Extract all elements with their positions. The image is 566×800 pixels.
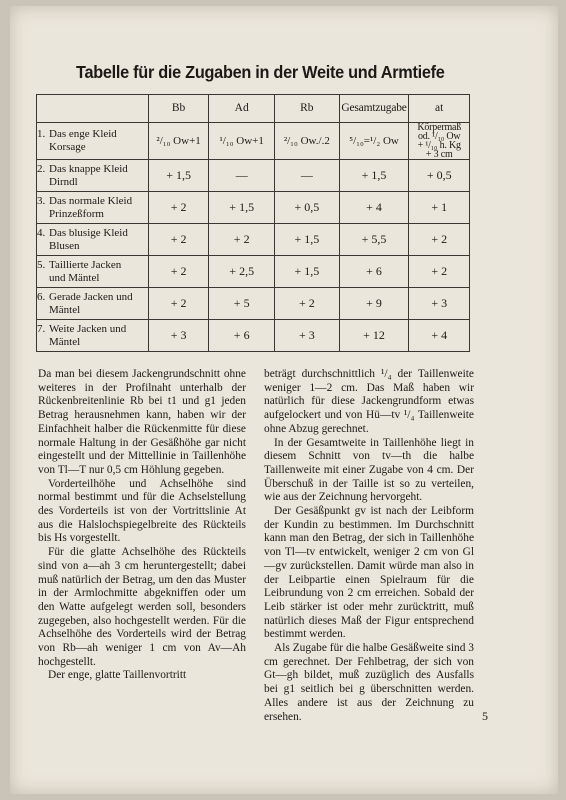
cell-gesamtzugabe: + 9 xyxy=(339,288,409,320)
cell-gesamtzugabe: + 6 xyxy=(339,256,409,288)
cell-at-line2: od. ¹/₁₀ Ow xyxy=(417,131,461,142)
cell-bb: + 3 xyxy=(148,320,209,352)
paragraph: Vorderteilhöhe und Achselhöhe sind normal bestimmt und für die Achselstellung des Vorderteils ist von der Vortrittslinie At aus die Halslochspiegelbreite des Rückteils bis Hs vorgestellt. xyxy=(38,477,246,545)
table-header-row xyxy=(37,95,470,123)
row-label xyxy=(37,256,149,288)
row-number: 1. xyxy=(37,128,46,140)
row-label-line1: Taillierte Jacken xyxy=(49,258,122,271)
row-number: 6. xyxy=(37,290,46,303)
cell-bb: + 2 xyxy=(148,288,209,320)
cell-gesamtzugabe: + 1,5 xyxy=(339,160,409,192)
row-label xyxy=(37,288,149,320)
row-label-line1: Das blusige Kleid xyxy=(49,226,128,239)
cell-bb: + 1,5 xyxy=(148,160,209,192)
cell-bb: + 2 xyxy=(148,256,209,288)
row-number: 2. xyxy=(37,162,46,175)
cell-bb: + 2 xyxy=(148,192,209,224)
row-label xyxy=(37,192,149,224)
cell-rb: + 3 xyxy=(275,320,340,352)
row-label-line2: Mäntel xyxy=(49,335,81,348)
paragraph: Der Gesäßpunkt gv ist nach der Leibform der Kundin zu bestimmen. Im Durchschnitt kann man den Betrag, der sich in Taillenhöhe von Tl—tv entwickelt, weniger 2 cm von Gl—gv zurückstellen. Damit würde man also in der Leibpartie einen Spielraum für die Leibrundung von 2 cm erreichen. Sobald der Leib stärker ist oder mehr zurücktritt, muß natürlich dieses Maß der Figur entsprechend bestimmt werden. xyxy=(264,505,474,641)
row-number: 7. xyxy=(37,322,46,335)
cell-rb: — xyxy=(275,160,340,192)
row-label xyxy=(37,320,149,352)
row-label-line2: Blusen xyxy=(49,239,80,252)
paragraph: In der Gesamtweite in Taillenhöhe liegt in diesem Schnitt von tv—th die halbe Taillenweite mit einer Zugabe von 4 cm. Der Überschuß in der Taille ist so zu verteilen, wie aus der Zeichnung hervorgeht. xyxy=(264,436,474,504)
paragraph: beträgt durchschnittlich ¹/₄ der Taillenweite weniger 1—2 cm. Das Maß haben wir natürlich für diese Jackengrundform etwas aufgelockert und von Hü—tv ¹/₄ Taillenweite ohne Abzug gerechnet. xyxy=(264,368,474,435)
paragraph: Für die glatte Achselhöhe des Rückteils sind von a—ah 3 cm heruntergestellt; dabei muß natürlich der Betrag, um den das Muster in der Armlochmitte abgekniffen oder um den Watte aufgelegt werden soll, besonders zugegeben, also hochgestellt werden. Für die Achselhöhe des Vorderteils wird der Betrag von Rb—ah weniger 1 cm von Av—Ah hochgestellt. xyxy=(38,546,246,668)
paragraph: Als Zugabe für die halbe Gesäßweite sind 3 cm gerechnet. Der Fehlbetrag, der sich von Gt—gh bildet, muß zuzüglich des Ausfalls bei g1 seitlich bei g überschnitten werden. Alles andere ist aus der Zeichnung zu ersehen. xyxy=(264,642,474,723)
cell-gesamtzugabe: ⁵/₁₀=¹/₂ Ow xyxy=(339,123,409,160)
cell-bb: + 2 xyxy=(148,224,209,256)
text-column-right xyxy=(264,368,474,724)
cell-at: + 2 xyxy=(409,256,470,288)
row-label xyxy=(37,160,149,192)
cell-ad: + 2,5 xyxy=(209,256,275,288)
row-label xyxy=(37,123,149,160)
row-label-line2: Korsage xyxy=(49,141,86,153)
row-number: 4. xyxy=(37,226,46,239)
row-label-line1: Das normale Kleid xyxy=(49,194,133,207)
cell-ad: — xyxy=(209,160,275,192)
table-row xyxy=(37,224,470,256)
cell-ad: + 1,5 xyxy=(209,192,275,224)
row-label-line2: Prinzeßform xyxy=(49,207,104,220)
cell-rb: + 2 xyxy=(275,288,340,320)
paragraph: Der enge, glatte Taillenvortritt xyxy=(48,669,187,682)
table-row xyxy=(37,288,470,320)
cell-rb: + 1,5 xyxy=(275,224,340,256)
cell-at: + 2 xyxy=(409,224,470,256)
table-row xyxy=(37,123,470,160)
cell-rb: + 0,5 xyxy=(275,192,340,224)
page-title: Tabelle für die Zugaben in der Weite und Armtiefe xyxy=(76,62,445,82)
table-header-gesamtzugabe: Gesamtzugabe xyxy=(339,95,409,123)
allowance-table xyxy=(36,94,470,352)
text-column-left xyxy=(38,368,246,683)
table-row xyxy=(37,256,470,288)
cell-ad: + 5 xyxy=(209,288,275,320)
table-header-bb: Bb xyxy=(148,95,209,123)
cell-at: + 4 xyxy=(409,320,470,352)
table-row xyxy=(37,192,470,224)
cell-at-line3: + ¹/₁₀ h. Kg xyxy=(417,140,461,151)
paragraph: Da man bei diesem Jackengrundschnitt ohne weiteres in der Profilnaht unterhalb der Rückenbreitenlinie Rb bei t1 und g1 jeden Betrag herausnehmen kann, haben wir der Einfachheit halber die Rückenmitte für diese normale Haltung in der Gesäßhöhe gar nicht eingestellt und der Mittellinie in Taillenhöhe von Tl—T nur 0,5 cm Höhlung gegeben. xyxy=(38,368,246,476)
table-header-ad: Ad xyxy=(209,95,275,123)
cell-rb: ²/₁₀ Ow./.2 xyxy=(275,123,340,160)
cell-ad: + 6 xyxy=(209,320,275,352)
cell-at xyxy=(409,123,470,160)
cell-gesamtzugabe: + 12 xyxy=(339,320,409,352)
cell-at: + 0,5 xyxy=(409,160,470,192)
table-row xyxy=(37,320,470,352)
row-number: 3. xyxy=(37,194,46,207)
row-label-line1: Das knappe Kleid xyxy=(49,162,128,175)
row-label-line2: Dirndl xyxy=(49,175,78,188)
cell-ad: + 2 xyxy=(209,224,275,256)
document-page xyxy=(10,6,558,794)
cell-ad: ¹/₁₀ Ow+1 xyxy=(209,123,275,160)
cell-at-line4: + 3 cm xyxy=(425,149,453,160)
cell-gesamtzugabe: + 4 xyxy=(339,192,409,224)
row-number: 5. xyxy=(37,258,46,271)
cell-at: + 1 xyxy=(409,192,470,224)
cell-rb: + 1,5 xyxy=(275,256,340,288)
row-label-line2: und Mäntel xyxy=(49,271,100,284)
table-header-rb: Rb xyxy=(275,95,340,123)
cell-at: + 3 xyxy=(409,288,470,320)
cell-bb: ²/₁₀ Ow+1 xyxy=(148,123,209,160)
table-row xyxy=(37,160,470,192)
row-label-line1: Das enge Kleid xyxy=(49,128,117,140)
table-header-at: at xyxy=(409,95,470,123)
row-label-line1: Weite Jacken und xyxy=(49,322,127,335)
table-header-empty xyxy=(37,95,149,123)
row-label-line2: Mäntel xyxy=(49,303,81,316)
row-label-line1: Gerade Jacken und xyxy=(49,290,133,303)
cell-at-line1: Körpermaß xyxy=(417,122,462,133)
cell-gesamtzugabe: + 5,5 xyxy=(339,224,409,256)
page-number: 5 xyxy=(482,709,488,723)
row-label xyxy=(37,224,149,256)
